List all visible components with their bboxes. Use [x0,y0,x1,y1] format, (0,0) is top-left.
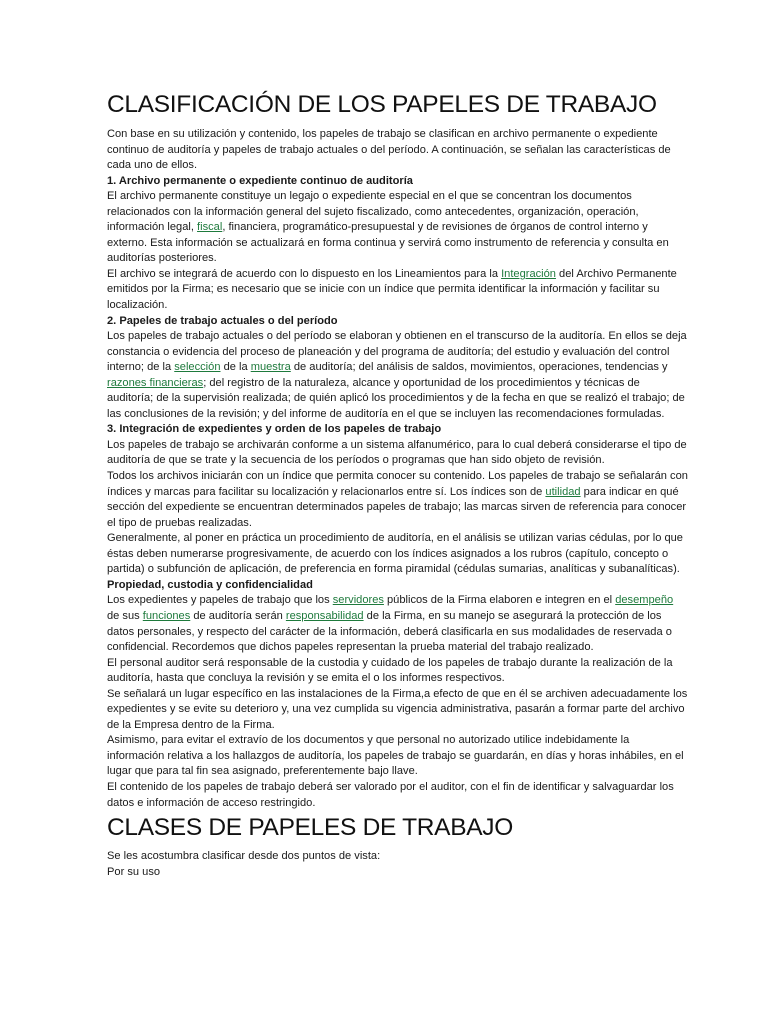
link-servidores[interactable]: servidores [332,594,384,607]
text-run: El archivo permanente constituye un legajo o expediente especial en el que se concentran los documentos relacionados con la información general del sujeto fiscalizado, como antecedentes, organización, operación, información legal, [107,190,639,234]
text-run: de la Firma, en su manejo se asegurará la protección de los datos personales, y respecto del carácter de la información, deberá clasificarla en sus modalidades de reservada o confidencial. Recordemos que dichos papeles representan la prueba material del trabajo realizado. [107,609,672,654]
propiedad-paragraph-5: El contenido de los papeles de trabajo deberá ser valorado por el auditor, con el fin de identificar y salvaguardar los datos e información de acceso restringido. [107,780,674,809]
section-heading-integracion-expedientes [107,422,688,438]
section-heading-text: 2. Papeles de trabajo actuales o del período [107,314,338,327]
link-muestra[interactable]: muestra [250,361,291,374]
papeles-actuales-paragraph [107,329,688,422]
archivo-permanente-paragraph [107,189,688,267]
text-run: de sus [107,609,143,622]
link-integracion[interactable]: Integración [501,267,556,280]
section-heading-text: Propiedad, custodia y confidencialidad [107,578,313,591]
clases-paragraph-1: Se les acostumbra clasificar desde dos puntos de vista: [107,850,381,863]
integracion-paragraph-1: Los papeles de trabajo se archivarán conforme a un sistema alfanumérico, para lo cual deberá considerarse el tipo de auditoría de que se trate y la secuencia de los períodos o programas que han sido objeto de revisión. [107,438,687,467]
integracion-paragraph-2 [107,469,688,531]
propiedad-paragraph-1 [107,593,688,655]
link-utilidad[interactable]: utilidad [545,485,581,498]
link-fiscal[interactable]: fiscal [197,221,223,234]
clases-paragraph-2: Por su uso [107,865,161,878]
text-run: de la [220,361,251,374]
section-heading-propiedad [107,578,688,594]
text-run: Los papeles de trabajo actuales o del período se elaboran y obtienen en el transcurso de la auditoría. En ellos se deja constancia o evidencia del proceso de planeación y del programa de auditoría; del estudio y evaluación del control interno; de la [107,330,687,374]
text-run: Los expedientes y papeles de trabajo que los [107,594,333,607]
text-run: , financiera, programático-presupuestal y de revisiones de órganos de control interno y externo. Esta información se actualizará en forma continua y servirá como instrumento de referencia y consulta en auditorías posteriores. [107,221,669,265]
section-heading-archivo-permanente [107,174,688,190]
link-desempeno[interactable]: desempeño [615,594,674,607]
propiedad-paragraph-2: El personal auditor será responsable de la custodia y cuidado de los papeles de trabajo durante la realización de la auditoría, hasta que concluya la revisión y se emita el o los informes respectivos. [107,656,673,685]
intro-paragraph: Con base en su utilización y contenido, los papeles de trabajo se clasifican en archivo permanente o expediente continuo de auditoría y papeles de trabajo actuales o del período. A continuación, se señalan las características de cada uno de ellos. [107,128,671,172]
archivo-integracion-paragraph [107,267,688,314]
section-heading-papeles-actuales [107,314,688,330]
integracion-paragraph-3: Generalmente, al poner en práctica un procedimiento de auditoría, en el análisis se utilizan varias cédulas, por lo que éstas deben numerarse progresivamente, de acuerdo con los índices asignados a los rubros (capítulo, concepto o partida) o subfunción de aplicación, de preferencia en forma piramidal (cédulas sumarias, analíticas y subanalíticas). [107,532,683,576]
link-seleccion[interactable]: selección [174,361,221,374]
text-run: de auditoría; del análisis de saldos, movimientos, operaciones, tendencias y [290,361,668,374]
text-run: para indicar en qué sección del expediente se encuentran determinados papeles de trabajo; las marcas sirven de referencia para conocer el tipo de pruebas realizadas. [107,485,687,529]
section-heading-text: 1. Archivo permanente o expediente continuo de auditoría [107,174,413,187]
text-run: públicos de la Firma elaboren e integren en el [383,594,616,607]
link-responsabilidad[interactable]: responsabilidad [285,609,364,622]
section-title-clases: CLASES DE PAPELES DE TRABAJO [107,814,513,842]
text-run: de auditoría serán [190,609,286,622]
page-title: CLASIFICACIÓN DE LOS PAPELES DE TRABAJO [107,91,657,118]
propiedad-paragraph-4: Asimismo, para evitar el extravío de los documentos y que personal no autorizado utilice indebidamente la información relativa a los hallazgos de auditoría, los papeles de trabajo se guardarán, en días y horas inhábiles, en el lugar que para tal fin sea asignado, preferentemente bajo llave. [107,734,684,778]
link-funciones[interactable]: funciones [142,609,191,622]
text-run: Todos los archivos iniciarán con un índice que permita conocer su contenido. Los papeles de trabajo se señalarán con índices y marcas para facilitar su localización y relacionarlos entre sí. Los índices son de [107,470,688,498]
link-razones-financieras[interactable]: razones financieras [107,376,204,389]
section-heading-text: 3. Integración de expedientes y orden de los papeles de trabajo [107,423,442,436]
text-run: El archivo se integrará de acuerdo con lo dispuesto en los Lineamientos para la [107,267,502,280]
text-run: ; del registro de la naturaleza, alcance y oportunidad de los procedimientos y técnicas de auditoría; de la supervisión realizada; de quién aplicó los procedimientos y de la fecha en que se realizó el trabajo; de las conclusiones de la revisión; y del informe de auditoría en el que se incluyen las recomendaciones formuladas. [107,376,685,420]
text-run: del Archivo Permanente emitidos por la Firma; es necesario que se inicie con un índice que permita identificar la información y facilitar su localización. [107,267,677,312]
propiedad-paragraph-3: Se señalará un lugar específico en las instalaciones de la Firma,a efecto de que en él se archiven adecuadamente los expedientes y se evite su deterioro y, una vez cumplida su vigencia administrativa, pasarán a formar parte del archivo de la Empresa dentro de la Firma. [107,687,688,731]
